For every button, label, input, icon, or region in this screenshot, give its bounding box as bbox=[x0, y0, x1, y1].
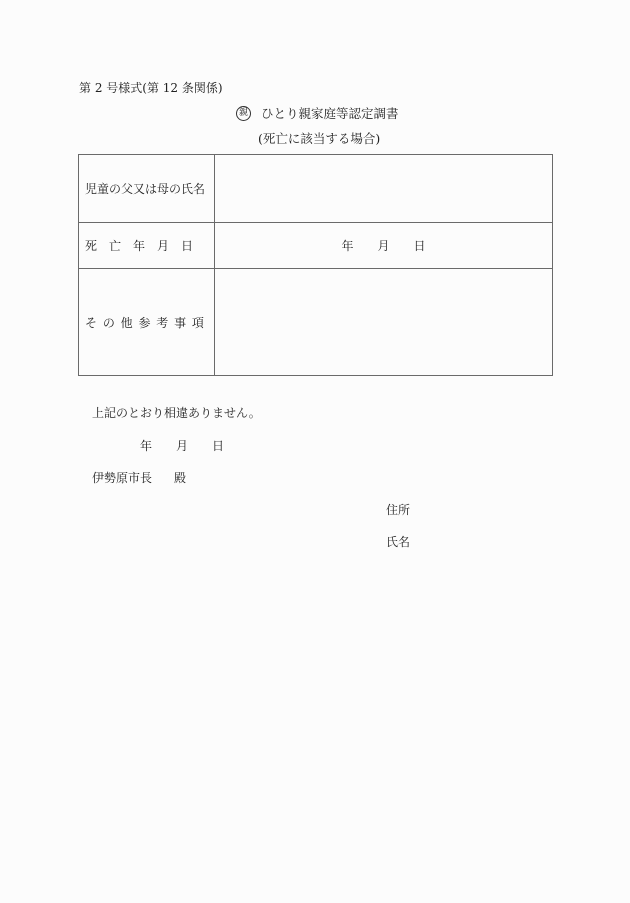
title-text: ひとり親家庭等認定調書 bbox=[261, 106, 399, 121]
year-label: 年 bbox=[341, 239, 354, 253]
circled-oya-icon: 親 bbox=[236, 106, 251, 121]
declaration-text: 上記のとおり相違ありません。 bbox=[92, 406, 261, 420]
parent-name-label: 児童の父又は母の氏名 bbox=[79, 155, 215, 223]
other-notes-field[interactable] bbox=[215, 269, 553, 376]
table-row bbox=[79, 269, 553, 376]
signature-date bbox=[140, 437, 224, 454]
document-title bbox=[236, 104, 399, 122]
honorific: 殿 bbox=[174, 471, 187, 485]
form-number: 第 2 号様式(第 12 条関係) bbox=[79, 81, 223, 95]
name-label: 氏名 bbox=[386, 535, 411, 549]
mayor-title: 伊勢原市長 bbox=[92, 471, 153, 485]
table-row bbox=[79, 223, 553, 269]
address-label: 住所 bbox=[386, 503, 411, 517]
table-row bbox=[79, 155, 553, 223]
death-date-label: 死 亡 年 月 日 bbox=[79, 223, 215, 269]
day-label: 日 bbox=[212, 439, 225, 453]
death-date-field[interactable] bbox=[215, 223, 553, 269]
month-label: 月 bbox=[176, 439, 189, 453]
month-label: 月 bbox=[377, 239, 390, 253]
certification-table bbox=[78, 154, 553, 376]
other-notes-label: そ の 他 参 考 事 項 bbox=[79, 269, 215, 376]
day-label: 日 bbox=[413, 239, 426, 253]
document-subtitle: (死亡に該当する場合) bbox=[258, 131, 381, 146]
addressee bbox=[92, 469, 186, 486]
year-label: 年 bbox=[140, 439, 153, 453]
parent-name-field[interactable] bbox=[215, 155, 553, 223]
